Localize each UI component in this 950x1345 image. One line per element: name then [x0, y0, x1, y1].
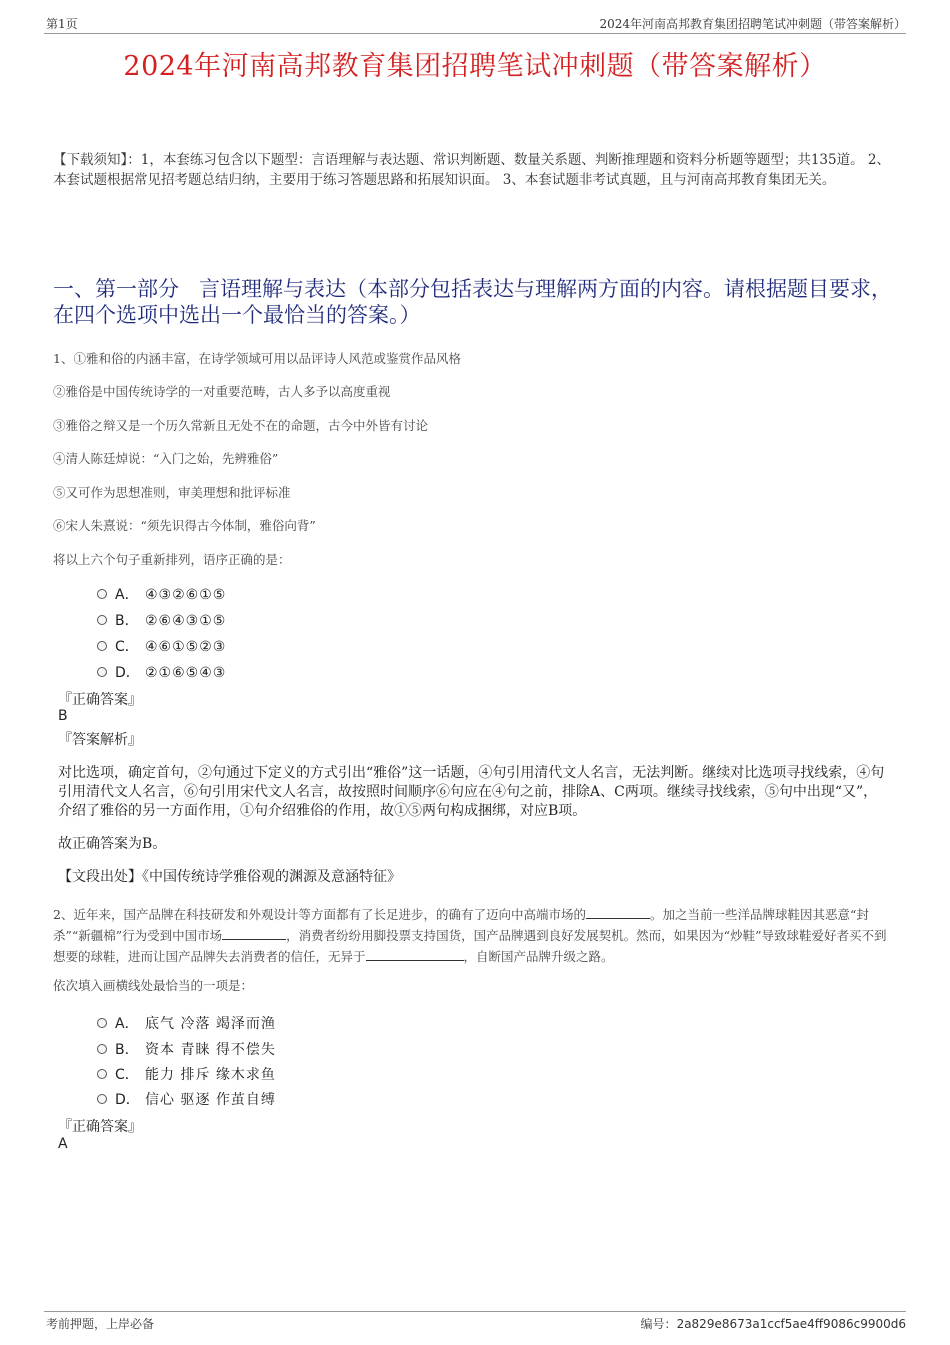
q1-line-1: 1、①雅和俗的内涵丰富，在诗学领域可用以品评诗人风范或鉴赏作品风格	[53, 351, 461, 366]
radio-icon[interactable]	[97, 589, 107, 599]
radio-icon[interactable]	[97, 1044, 107, 1054]
header-divider	[44, 33, 906, 34]
q1-source: 【文段出处】《中国传统诗学雅俗观的渊源及意涵特征》	[58, 869, 401, 885]
q1-option-c[interactable]: C． ④⑥①⑤②③	[97, 636, 226, 656]
page-title: 2024年河南高邦教育集团招聘笔试冲刺题（带答案解析）	[123, 51, 827, 82]
q1-conclusion: 故正确答案为B。	[58, 836, 167, 852]
radio-icon[interactable]	[97, 667, 107, 677]
q1-line-3: ③雅俗之辩又是一个历久常新且无处不在的命题，古今中外皆有讨论	[53, 418, 429, 433]
q1-analysis: 对比选项，确定首句，②句通过下定义的方式引出“雅俗”这一话题，④句引用清代文人名言，无法判断。继续对比选项寻找线索，④句引用清代文人名言，⑥句引用宋代文人名言，故按照时间顺序⑥句应在④句之前，排除A、C两项。继续寻找线索，⑤句中出现“又”，介绍了雅俗的另一方面作用，①句介绍雅俗的作用，故①⑤两句构成捆绑，对应B项。	[58, 765, 885, 819]
q2-prompt: 依次填入画横线处最恰当的一项是：	[53, 978, 254, 993]
radio-icon[interactable]	[97, 641, 107, 651]
q1-answer-label: 『正确答案』	[58, 692, 142, 708]
fill-blank-1[interactable]	[586, 906, 650, 919]
q1-option-b[interactable]: B． ②⑥④③①⑤	[97, 610, 226, 630]
fill-blank-2[interactable]	[222, 927, 286, 940]
q1-option-d[interactable]: D． ②①⑥⑤④③	[97, 662, 226, 682]
q1-line-5: ⑤又可作为思想准则，审美理想和批评标准	[53, 485, 291, 500]
q2-stem: 2、近年来，国产品牌在科技研发和外观设计等方面都有了长足进步，的确有了迈向中高端市场的 。加之当前一些洋品牌球鞋因其恶意“封杀”“新疆棉”行为受到中国市场 ，消费者纷纷用脚投票支持国货，国产品牌遇到良好发展契机。然而，如果因为“炒鞋”导致球鞋爱好者买不到想要的球鞋，进而让国产品牌失去消费者的信任，无异于 ，自断国产品牌升级之路。	[53, 907, 887, 964]
page-number: 第1页	[46, 17, 78, 31]
section-desc: 言语理解与表达（本部分包括表达与理解两方面的内容。请根据题目要求，在四个选项中选出一个最恰当的答案。）	[53, 277, 892, 327]
footer-slogan: 考前押题，上岸必备	[46, 1317, 155, 1331]
q2-option-b[interactable]: B． 资本 青睐 得不偿失	[97, 1039, 276, 1059]
fill-blank-3[interactable]	[366, 948, 464, 961]
section-heading	[53, 276, 898, 328]
download-notice: 【下载须知】：1，本套练习包含以下题型：言语理解与表达题、常识判断题、数量关系题、判断推理题和资料分析题等题型；共135道。 2、本套试题根据常见招考题总结归纳，主要用于练习答题思路和拓展知识面。 3、本套试题非考试真题，且与河南高邦教育集团无关。	[53, 152, 890, 188]
q1-line-4: ④清人陈廷焯说：“入门之始，先辨雅俗”	[53, 451, 279, 466]
q2-answer-label: 『正确答案』	[58, 1119, 142, 1135]
radio-icon[interactable]	[97, 1018, 107, 1028]
q2-option-a[interactable]: A． 底气 冷落 竭泽而渔	[97, 1013, 276, 1033]
footer-code: 编号：2a829e8673a1ccf5ae4ff9086c9900d6	[640, 1317, 906, 1331]
footer-divider	[44, 1311, 906, 1312]
q1-line-6: ⑥宋人朱熹说：“须先识得古今体制，雅俗向背”	[53, 518, 316, 533]
q1-answer: B	[58, 708, 68, 724]
q1-line-2: ②雅俗是中国传统诗学的一对重要范畴，古人多予以高度重视	[53, 384, 391, 399]
q2-option-c[interactable]: C． 能力 排斥 缘木求鱼	[97, 1064, 276, 1084]
radio-icon[interactable]	[97, 1094, 107, 1104]
q2-option-d[interactable]: D． 信心 驱逐 作茧自缚	[97, 1089, 276, 1109]
radio-icon[interactable]	[97, 1069, 107, 1079]
header-doc-title: 2024年河南高邦教育集团招聘笔试冲刺题（带答案解析）	[599, 17, 906, 31]
radio-icon[interactable]	[97, 615, 107, 625]
q1-analysis-label: 『答案解析』	[58, 732, 142, 748]
q2-answer: A	[58, 1136, 68, 1152]
q1-option-a[interactable]: A． ④③②⑥①⑤	[97, 584, 226, 604]
section-part: 一、第一部分	[53, 277, 179, 301]
q1-prompt: 将以上六个句子重新排列，语序正确的是：	[53, 552, 291, 567]
